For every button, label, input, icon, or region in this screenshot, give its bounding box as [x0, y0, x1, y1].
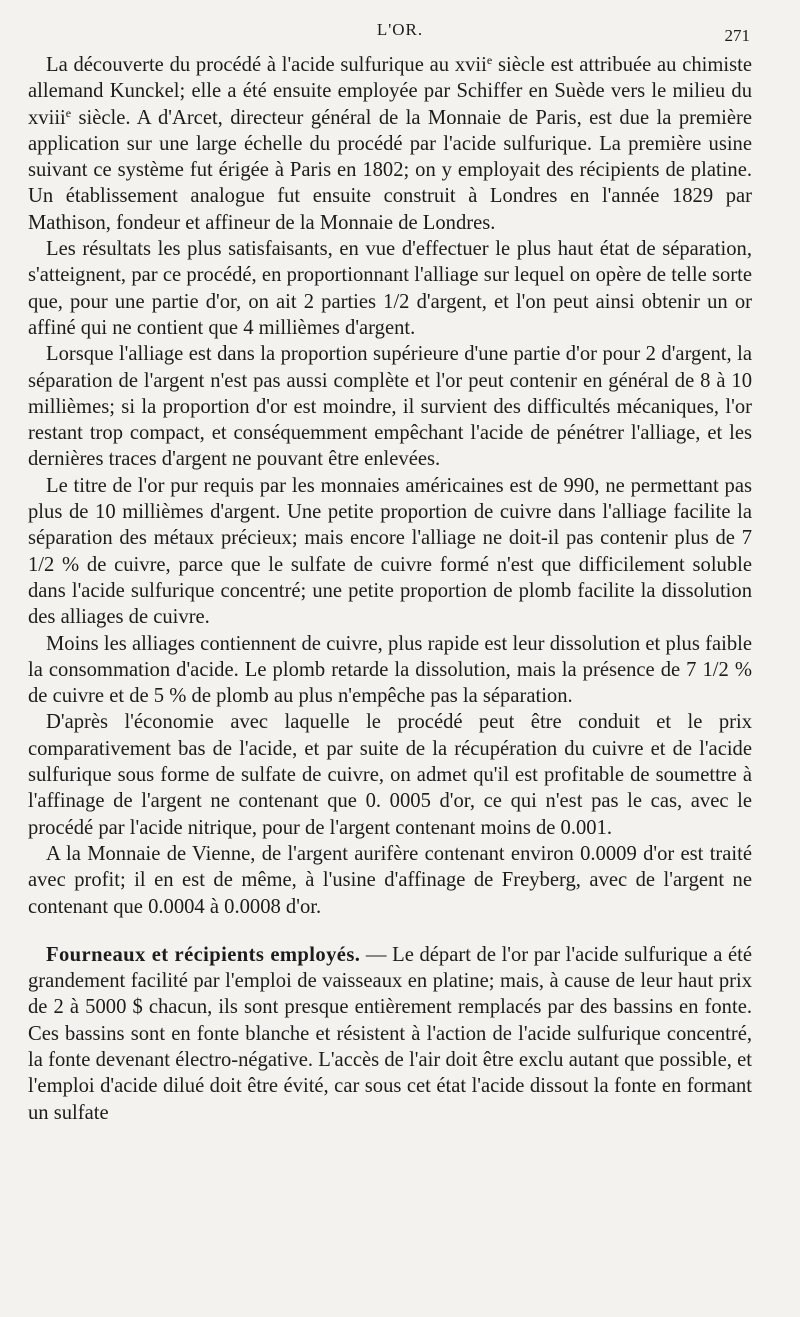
- paragraph-copper-lead: Moins les alliages contiennent de cuivre, plus rapide est leur dissolution et plus faible la consommation d'acide. Le plomb retarde la dissolution, mais la présence de 7 1/2 % de cuivre et de 5 % de plomb au plus n'empêche pas la séparation.: [28, 632, 752, 708]
- paragraph-economy: D'après l'économie avec laquelle le procédé peut être conduit et le prix comparativement bas de l'acide, et par suite de la récupération du cuivre et de l'acide sulfurique sous forme de sulfate de cuivre, on admet qu'il est profitable de soumettre à l'affinage de l'argent ne contenant que 0. 0005 d'or, ce qui n'est pas le cas, avec le procédé par l'acide nitrique, pour de l'argent contenant moins de 0.001.: [28, 711, 752, 839]
- century-numeral: xviii: [28, 106, 66, 129]
- paragraph-results: Les résultats les plus satisfaisants, en vue d'effectuer le plus haut état de séparation, s'atteignent, par ce procédé, en proportionnant l'alliage sur lequel on opère de telle sorte que, pour une partie d'or, on ait 2 parties 1/2 d'argent, et l'on peut ainsi obtenir un or affiné qui ne contient que 4 millièmes d'argent.: [28, 238, 752, 339]
- paragraph-text: La découverte du procédé à l'acide sulfurique au: [46, 54, 455, 76]
- em-dash: —: [360, 943, 393, 966]
- paragraph-text: siècle. A d'Arcet, directeur général de la Monnaie de Paris, est due la première application sur une large échelle du procédé par l'acide sulfurique. La première usine suivant ce système fut érigée à Paris en 1802; on y employait des récipients de platine. Un établissement analogue fut ensuite construit à Londres en l'année 1829 par Mathison, fondeur et affineur de la Monnaie de Londres.: [28, 106, 752, 234]
- paragraph-text: siècle est attribuée au chimiste allemand Kunckel; elle a été ensuite employée par Schiffer en Suède vers le milieu du: [28, 54, 752, 103]
- century-numeral: xvii: [454, 54, 487, 76]
- page-number: 271: [724, 26, 750, 45]
- paragraph-gold-title: Le titre de l'or pur requis par les monnaies américaines est de 990, ne permettant pas plus de 10 millièmes d'argent. Une petite proportion de cuivre dans l'alliage facilite la séparation des métaux précieux; mais encore l'alliage ne doit-il pas contenir plus de 7 1/2 % de cuivre, parce que le sulfate de cuivre formé n'est que difficilement soluble dans l'acide sulfurique concentré; une petite proportion de plomb facilite la dissolution des alliages de cuivre.: [28, 474, 752, 629]
- paragraph-proportion: Lorsque l'alliage est dans la proportion supérieure d'une partie d'or pour 2 d'argent, la séparation de l'argent n'est pas aussi complète et l'or peut contenir en général de 8 à 10 millièmes; si la proportion d'or est moindre, il survient des difficultés mécaniques, l'or restant trop compact, et conséquemment empêchant l'acide de pénétrer l'alliage, et les dernières traces d'argent ne pouvant être enlevées.: [28, 343, 752, 471]
- running-head: [0, 16, 800, 44]
- paragraph-vienne: A la Monnaie de Vienne, de l'argent aurifère contenant environ 0.0009 d'or est traité avec profit; il en est de même, à l'usine d'affinage de Freyberg, avec de l'argent ne contenant que 0.0004 à 0.0008 d'or.: [28, 842, 752, 918]
- paragraph-history: [28, 52, 752, 236]
- section-heading: Fourneaux et récipients employés.: [46, 943, 361, 966]
- running-title: L'OR.: [376, 20, 424, 39]
- section-spacer: [28, 920, 752, 942]
- superscript: e: [65, 105, 72, 120]
- paragraph-text: Le départ de l'or par l'acide sulfurique a été grandement facilité par l'emploi de vaisseaux en platine; mais, à cause de leur haut prix de 2 à 5000 $ chacun, ils sont presque entièrement remplacés par des bassins en fonte. Ces bassins sont en fonte blanche et résistent à l'action de l'acide sulfurique concentré, la fonte devenant électro-négative. L'accès de l'air doit être exclu autant que possible, et l'emploi d'acide dilué doit être évité, car sous cet état l'acide dissout la fonte en formant un sulfate: [28, 943, 753, 1124]
- body-text: [28, 52, 752, 1126]
- paragraph-furnaces: [28, 942, 752, 1126]
- superscript: e: [486, 53, 493, 67]
